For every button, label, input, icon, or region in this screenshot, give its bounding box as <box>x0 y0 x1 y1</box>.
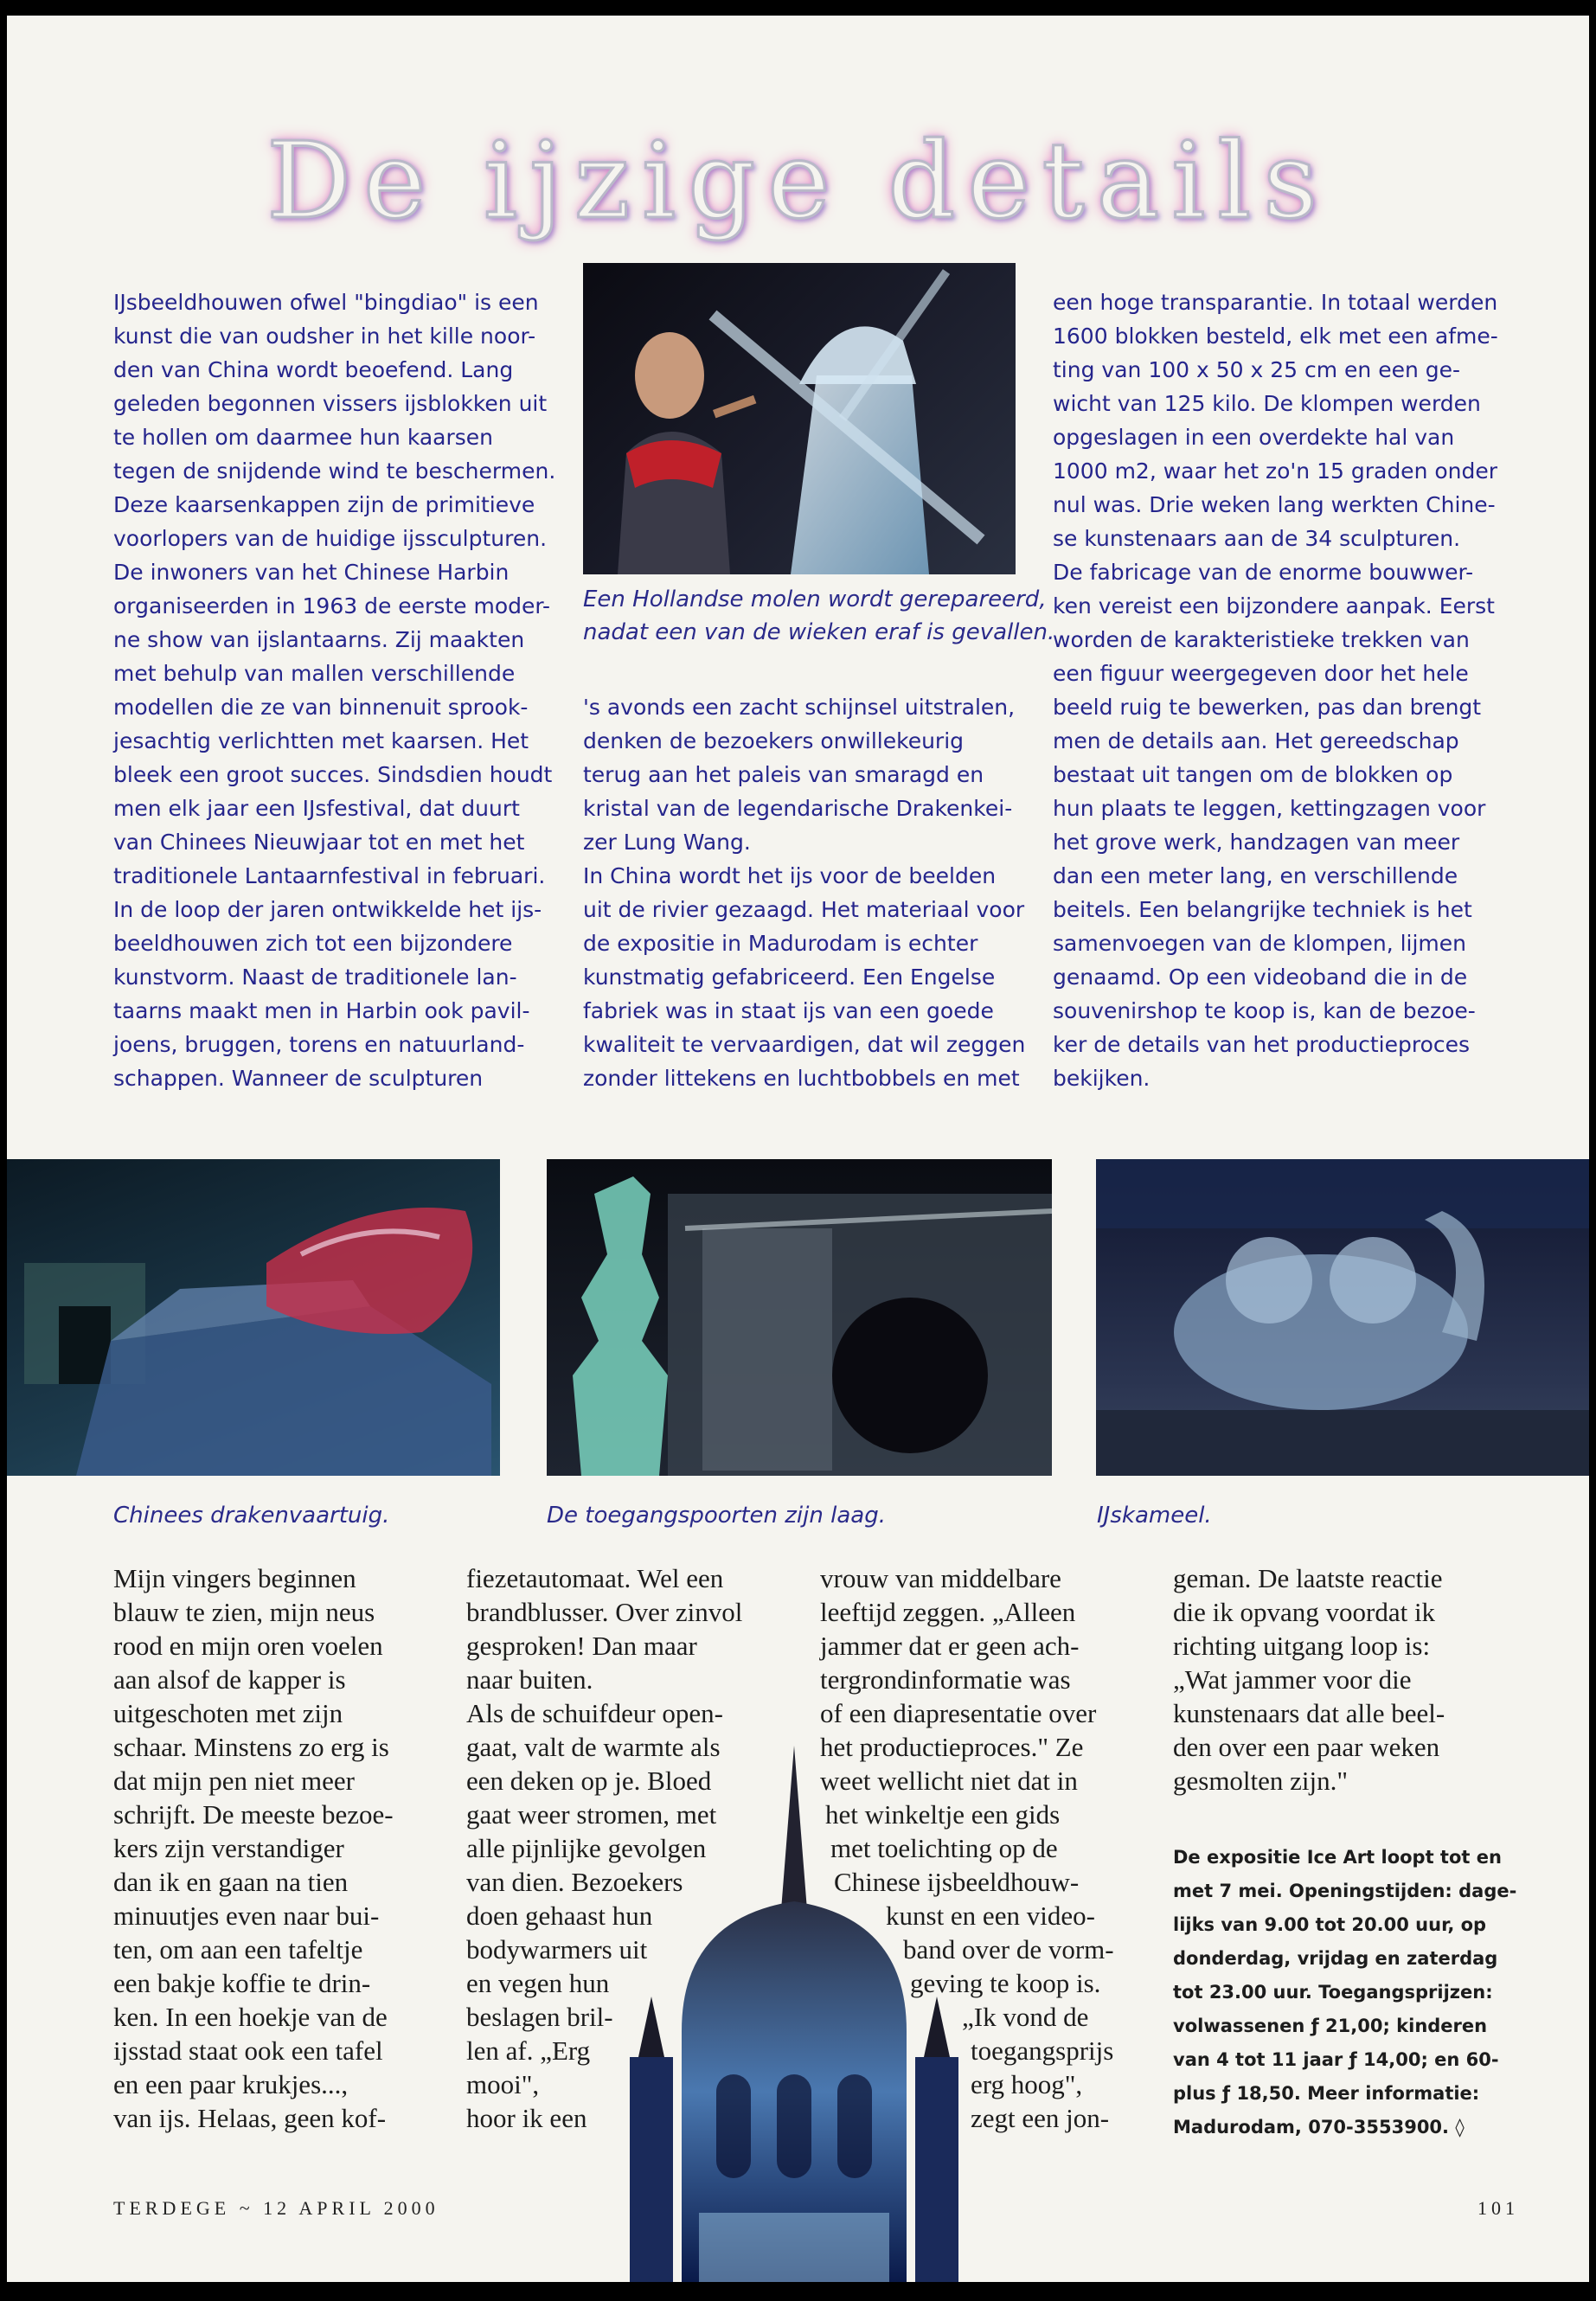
text-line: te hollen om daarmee hun kaarsen <box>113 425 494 450</box>
text-line: beeldhouwen zich tot een bijzondere <box>113 931 513 956</box>
text-line: die ik opvang voordat ik <box>1173 1597 1436 1627</box>
text-line: een hoge transparantie. In totaal werden <box>1053 290 1498 315</box>
text-line: weet wellicht niet dat in <box>820 1766 1078 1796</box>
text-line: Als de schuifdeur open- <box>466 1698 723 1728</box>
text-line: het winkeltje een gids <box>825 1799 1061 1830</box>
text-line: kunstvorm. Naast de traditionele lan- <box>113 965 517 990</box>
text-line: tergrondinformatie was <box>820 1664 1071 1695</box>
text-line: naar buiten. <box>466 1664 593 1695</box>
text-line: joens, bruggen, torens en natuurland- <box>113 1032 525 1057</box>
text-line: men elk jaar een IJsfestival, dat duurt <box>113 796 520 821</box>
text-line: samenvoegen van de klompen, lijmen <box>1053 931 1467 956</box>
caption-gates: De toegangspoorten zijn laag. <box>547 1503 886 1529</box>
text-line: 's avonds een zacht schijnsel uitstralen, <box>583 695 1016 720</box>
text-line: De fabricage van de enorme bouwwer- <box>1053 560 1474 585</box>
text-line: tegen de snijdende wind te beschermen. <box>113 458 556 484</box>
text-line: fabriek was in staat ijs van een goede <box>583 998 994 1023</box>
text-line: voorlopers van de huidige ijssculpturen. <box>113 526 548 551</box>
intro-column-3 <box>1053 285 1520 1095</box>
text-line: doen gehaast hun <box>466 1900 653 1931</box>
text-line: jammer dat er geen ach- <box>820 1631 1080 1661</box>
intro-column-1 <box>113 285 572 1095</box>
text-line: kers zijn verstandiger <box>113 1833 344 1863</box>
text-line: en een paar krukjes..., <box>113 2069 349 2099</box>
text-line: genaamd. Op een videoband die in de <box>1053 965 1468 990</box>
caption-line: Een Hollandse molen wordt gerepareerd, <box>583 586 1047 612</box>
text-line: „Wat jammer voor die <box>1173 1664 1412 1695</box>
exhibition-info-box <box>1173 1841 1554 2144</box>
text-line: bleek een groot succes. Sindsdien houdt <box>113 762 553 787</box>
text-line: modellen die ze van binnenuit sprook- <box>113 695 529 720</box>
text-line: met 7 mei. Openingstijden: dage- <box>1173 1881 1517 1901</box>
text-line: mooi", <box>466 2069 540 2099</box>
text-line: jesachtig verlichtten met kaarsen. Het <box>113 728 529 753</box>
text-line: gesmolten zijn." <box>1173 1766 1349 1796</box>
text-line: rood en mijn oren voelen <box>113 1631 383 1661</box>
text-line: bekijken. <box>1053 1066 1151 1091</box>
text-line: van ijs. Helaas, geen kof- <box>113 2103 387 2133</box>
intro-column-2 <box>583 690 1033 1095</box>
gates-illustration <box>547 1159 1052 1476</box>
text-line: van dien. Bezoekers <box>466 1867 683 1897</box>
text-line: ken. In een hoekje van de <box>113 2002 388 2032</box>
text-line: kunst die van oudsher in het kille noor- <box>113 324 536 349</box>
text-line: geman. De laatste reactie <box>1173 1563 1443 1593</box>
text-line: bestaat uit tangen om de blokken op <box>1053 762 1453 787</box>
text-line: band over de vorm- <box>903 1934 1114 1965</box>
text-line: schappen. Wanneer de sculpturen <box>113 1066 484 1091</box>
text-line: Chinese ijsbeeldhouw- <box>834 1867 1080 1897</box>
text-line: erg hoog", <box>971 2069 1083 2099</box>
text-line: vrouw van middelbare <box>820 1563 1061 1593</box>
text-line: met toelichting op de <box>830 1833 1058 1863</box>
text-line: het grove werk, handzagen van meer <box>1053 830 1460 855</box>
text-line: fiezetautomaat. Wel een <box>466 1563 724 1593</box>
caption-line: nadat een van de wieken eraf is gevallen. <box>583 619 1055 645</box>
text-line: van Chinees Nieuwjaar tot en met het <box>113 830 525 855</box>
text-line: volwassenen ƒ 21,00; kinderen <box>1173 2016 1488 2036</box>
text-line: leeftijd zeggen. „Alleen <box>820 1597 1076 1627</box>
body-column-1 <box>113 1561 442 2135</box>
text-line: kunstmatig gefabriceerd. Een Engelse <box>583 965 996 990</box>
text-line: kristal van de legendarische Drakenkei- <box>583 796 1013 821</box>
caption-dragon-boat: Chinees drakenvaartuig. <box>113 1503 390 1529</box>
text-line: een deken op je. Bloed <box>466 1766 712 1796</box>
page-number: 101 <box>1477 2197 1519 2219</box>
text-line: opgeslagen in een overdekte hal van <box>1053 425 1455 450</box>
text-line: lijks van 9.00 tot 20.00 uur, op <box>1173 1914 1487 1935</box>
text-line: De inwoners van het Chinese Harbin <box>113 560 510 585</box>
photo-gates <box>547 1159 1052 1476</box>
text-line: beeld ruig te bewerken, pas dan brengt <box>1053 695 1482 720</box>
text-line: hun plaats te leggen, kettingzagen voor <box>1053 796 1486 821</box>
text-line: zer Lung Wang. <box>583 830 751 855</box>
text-line: een bakje koffie te drin- <box>113 1968 371 1998</box>
text-line: len af. „Erg <box>466 2035 591 2066</box>
text-line: kwaliteit te vervaardigen, dat wil zeggen <box>583 1032 1026 1057</box>
text-line: De expositie Ice Art loopt tot en <box>1173 1847 1502 1868</box>
text-line: richting uitgang loop is: <box>1173 1631 1431 1661</box>
text-line: blauw te zien, mijn neus <box>113 1597 375 1627</box>
text-line: met behulp van mallen verschillende <box>113 661 516 686</box>
body-column-3 <box>820 1561 1140 2135</box>
text-line: Deze kaarsenkappen zijn de primitieve <box>113 492 535 517</box>
text-line: men de details aan. Het gereedschap <box>1053 728 1459 753</box>
photo-ice-camel <box>1096 1159 1589 1476</box>
text-line: ten, om aan een tafeltje <box>113 1934 363 1965</box>
caption-ice-camel: IJskameel. <box>1097 1503 1212 1529</box>
text-line: „Ik vond de <box>962 2002 1089 2032</box>
text-line: ken vereist een bijzondere aanpak. Eerst <box>1053 593 1495 619</box>
text-line: uitgeschoten met zijn <box>113 1698 343 1728</box>
text-line: In de loop der jaren ontwikkelde het ijs- <box>113 897 542 922</box>
text-line: Madurodam, 070-3553900. ◊ <box>1173 2117 1465 2138</box>
text-line: gesproken! Dan maar <box>466 1631 697 1661</box>
text-line: gaat weer stromen, met <box>466 1799 717 1830</box>
text-line: ne show van ijslantaarns. Zij maakten <box>113 627 525 652</box>
text-line: geleden begonnen vissers ijsblokken uit <box>113 391 548 416</box>
text-line: Mijn vingers beginnen <box>113 1563 356 1593</box>
text-line: 1600 blokken besteld, elk met een afme- <box>1053 324 1498 349</box>
footer-publication: TERDEGE ~ 12 APRIL 2000 <box>113 2197 439 2219</box>
text-line: IJsbeeldhouwen ofwel "bingdiao" is een <box>113 290 539 315</box>
text-line: minuutjes even naar bui- <box>113 1900 380 1931</box>
text-line: schaar. Minstens zo erg is <box>113 1732 389 1762</box>
windmill-repair-illustration <box>583 263 1016 574</box>
dragon-boat-illustration <box>7 1159 500 1476</box>
text-line: geving te koop is. <box>910 1968 1101 1998</box>
magazine-page <box>7 16 1589 2282</box>
text-line: de expositie in Madurodam is echter <box>583 931 978 956</box>
text-line: of een diapresentatie over <box>820 1698 1097 1728</box>
text-line: dan een meter lang, en verschillende <box>1053 863 1458 888</box>
photo-windmill-caption <box>583 583 1054 649</box>
text-line: en vegen hun <box>466 1968 610 1998</box>
text-line: 1000 m2, waar het zo'n 15 graden onder <box>1053 458 1498 484</box>
text-line: plus ƒ 18,50. Meer informatie: <box>1173 2083 1480 2104</box>
text-line: denken de bezoekers onwillekeurig <box>583 728 965 753</box>
text-line: beslagen bril- <box>466 2002 613 2032</box>
text-line: organiseerden in 1963 de eerste moder- <box>113 593 551 619</box>
text-line: donderdag, vrijdag en zaterdag <box>1173 1948 1498 1969</box>
text-line: dat mijn pen niet meer <box>113 1766 355 1796</box>
text-line: schrijft. De meeste bezoe- <box>113 1799 394 1830</box>
text-line: souvenirshop te koop is, kan de bezoe- <box>1053 998 1476 1023</box>
text-line: tot 23.00 uur. Toegangsprijzen: <box>1173 1982 1493 2003</box>
text-line: van 4 tot 11 jaar ƒ 14,00; en 60- <box>1173 2049 1499 2070</box>
text-line: hoor ik een <box>466 2103 587 2133</box>
text-line: uit de rivier gezaagd. Het materiaal voor <box>583 897 1025 922</box>
text-line: se kunstenaars aan de 34 sculpturen. <box>1053 526 1461 551</box>
text-line: beitels. Een belangrijke techniek is het <box>1053 897 1472 922</box>
text-line: traditionele Lantaarnfestival in februari. <box>113 863 546 888</box>
text-line: brandblusser. Over zinvol <box>466 1597 743 1627</box>
text-line: wicht van 125 kilo. De klompen werden <box>1053 391 1481 416</box>
text-line: toegangsprijs <box>971 2035 1114 2066</box>
text-line: zonder littekens en luchtbobbels en met <box>583 1066 1020 1091</box>
body-column-2 <box>466 1561 795 2135</box>
text-line: den van China wordt beoefend. Lang <box>113 357 514 382</box>
text-line: kunstenaars dat alle beel- <box>1173 1698 1445 1728</box>
text-line: taarns maakt men in Harbin ook pavil- <box>113 998 530 1023</box>
text-line: een figuur weergegeven door het hele <box>1053 661 1469 686</box>
text-line: ker de details van het productieproces <box>1053 1032 1471 1057</box>
ice-camel-illustration <box>1096 1159 1589 1476</box>
text-line: bodywarmers uit <box>466 1934 648 1965</box>
text-line: ting van 100 x 50 x 25 cm en een ge- <box>1053 357 1461 382</box>
text-line: nul was. Drie weken lang werkten Chine- <box>1053 492 1496 517</box>
text-line: dan ik en gaan na tien <box>113 1867 349 1897</box>
photo-windmill-repair <box>583 263 1016 574</box>
text-line: gaat, valt de warmte als <box>466 1732 721 1762</box>
text-line: zegt een jon- <box>971 2103 1110 2133</box>
text-line: kunst en een video- <box>886 1900 1095 1931</box>
text-line: In China wordt het ijs voor de beelden <box>583 863 997 888</box>
photo-dragon-boat <box>7 1159 500 1476</box>
body-column-4 <box>1173 1561 1536 1798</box>
text-line: aan alsof de kapper is <box>113 1664 346 1695</box>
page-title: De ijzige details <box>266 119 1330 242</box>
text-line: ijsstad staat ook een tafel <box>113 2035 383 2066</box>
text-line: worden de karakteristieke trekken van <box>1053 627 1470 652</box>
text-line: den over een paar weken <box>1173 1732 1440 1762</box>
text-line: het productieproces." Ze <box>820 1732 1084 1762</box>
text-line: alle pijnlijke gevolgen <box>466 1833 707 1863</box>
text-line: terug aan het paleis van smaragd en <box>583 762 984 787</box>
